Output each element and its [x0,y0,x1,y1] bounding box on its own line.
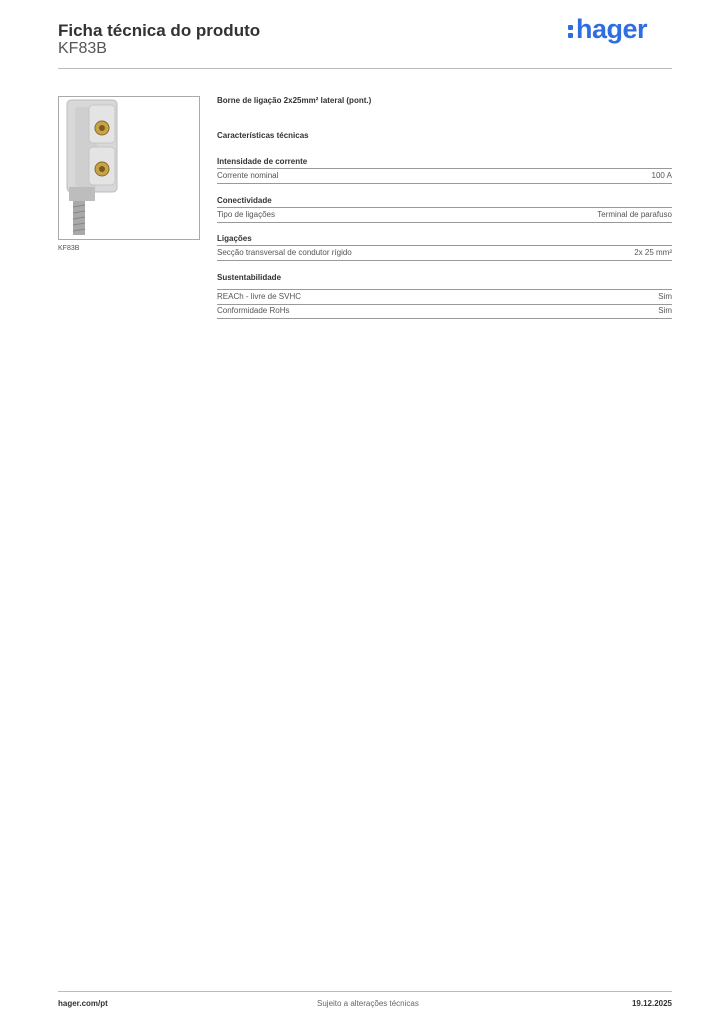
spec-key: Tipo de ligações [217,210,275,219]
footer-date: 19.12.2025 [631,999,672,1008]
spec-value: 100 A [651,171,672,180]
image-caption: KF83B [58,245,80,252]
spec-value: 2x 25 mm² [634,248,672,257]
logo-dots-icon [568,21,574,39]
group-title-sustainability: Sustentabilidade [217,273,282,282]
terminal-block-icon [59,97,199,239]
product-title: Borne de ligação 2x25mm² lateral (pont.) [217,96,372,105]
page-title: Ficha técnica do produto [58,21,261,40]
spec-key: Secção transversal de condutor rígido [217,248,352,257]
product-code: KF83B [58,40,107,57]
spec-row [217,208,672,223]
group-title-connections: Ligações [217,234,252,243]
group-title-current: Intensidade de corrente [217,157,308,166]
spec-row [217,169,672,184]
product-image [58,96,200,240]
header-divider [58,68,672,69]
spec-key: Conformidade RoHs [217,306,290,315]
group-title-connectivity: Conectividade [217,196,272,205]
footer-note: Sujeito a alterações técnicas [317,999,419,1008]
spec-row [217,304,672,319]
logo-text: hager [576,14,648,44]
spec-row [217,246,672,261]
hager-logo [568,14,647,45]
spec-value: Sim [658,306,672,315]
footer-website-link[interactable]: hager.com/pt [58,999,108,1008]
footer-divider [58,991,672,992]
spec-key: REACh - livre de SVHC [217,292,302,301]
spec-key: Corrente nominal [217,171,279,180]
spec-value: Terminal de parafuso [597,210,672,219]
spec-row [217,290,672,305]
spec-value: Sim [658,292,672,301]
specs-heading: Características técnicas [217,131,309,140]
